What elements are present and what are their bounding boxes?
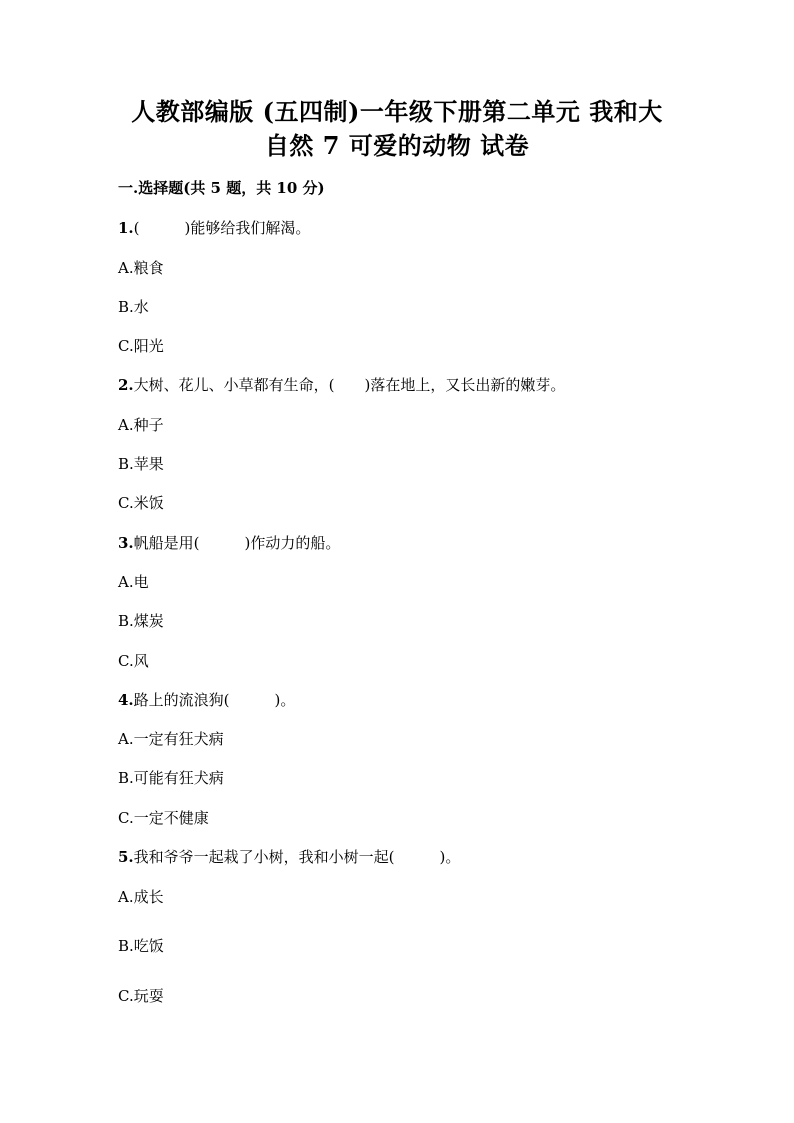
question-1-option-b: B.水	[118, 298, 149, 316]
question-5-text: 我和爷爷一起栽了小树，我和小树一起( )。	[133, 848, 461, 866]
question-2-number: 2.	[118, 376, 134, 394]
question-5-option-a: A.成长	[118, 888, 164, 906]
section-heading: 一.选择题(共 5 题，共 10 分)	[118, 179, 325, 197]
question-3-number: 3.	[118, 534, 134, 552]
question-1	[118, 218, 310, 238]
question-3-option-b: B.煤炭	[118, 612, 164, 630]
question-4-option-c: C.一定不健康	[118, 809, 209, 827]
question-3-option-c: C.风	[118, 652, 149, 670]
question-4	[118, 690, 295, 710]
question-5-number: 5.	[118, 848, 134, 866]
question-3-option-a: A.电	[118, 573, 149, 591]
question-5	[118, 847, 460, 867]
question-4-option-a: A.一定有狂犬病	[118, 730, 224, 748]
question-5-option-b: B.吃饭	[118, 937, 164, 955]
question-2-option-a: A.种子	[118, 416, 164, 434]
question-4-option-b: B.可能有狂犬病	[118, 769, 224, 787]
question-2	[118, 375, 565, 395]
question-1-option-c: C.阳光	[118, 337, 164, 355]
question-4-number: 4.	[118, 691, 134, 709]
question-3	[118, 533, 340, 553]
question-2-text: 大树、花儿、小草都有生命，( )落在地上，又长出新的嫩芽。	[133, 376, 566, 394]
document-title-line-1: 人教部编版 (五四制)一年级下册第二单元 我和大	[131, 97, 663, 126]
question-2-option-b: B.苹果	[118, 455, 164, 473]
question-2-option-c: C.米饭	[118, 494, 164, 512]
question-1-text: ( )能够给我们解渴。	[133, 219, 311, 237]
question-1-number: 1.	[118, 219, 134, 237]
document-title-line-2: 自然 7 可爱的动物 试卷	[264, 131, 530, 160]
question-3-text: 帆船是用( )作动力的船。	[133, 534, 341, 552]
question-5-option-c: C.玩耍	[118, 987, 164, 1005]
question-1-option-a: A.粮食	[118, 259, 164, 277]
question-4-text: 路上的流浪狗( )。	[133, 691, 296, 709]
